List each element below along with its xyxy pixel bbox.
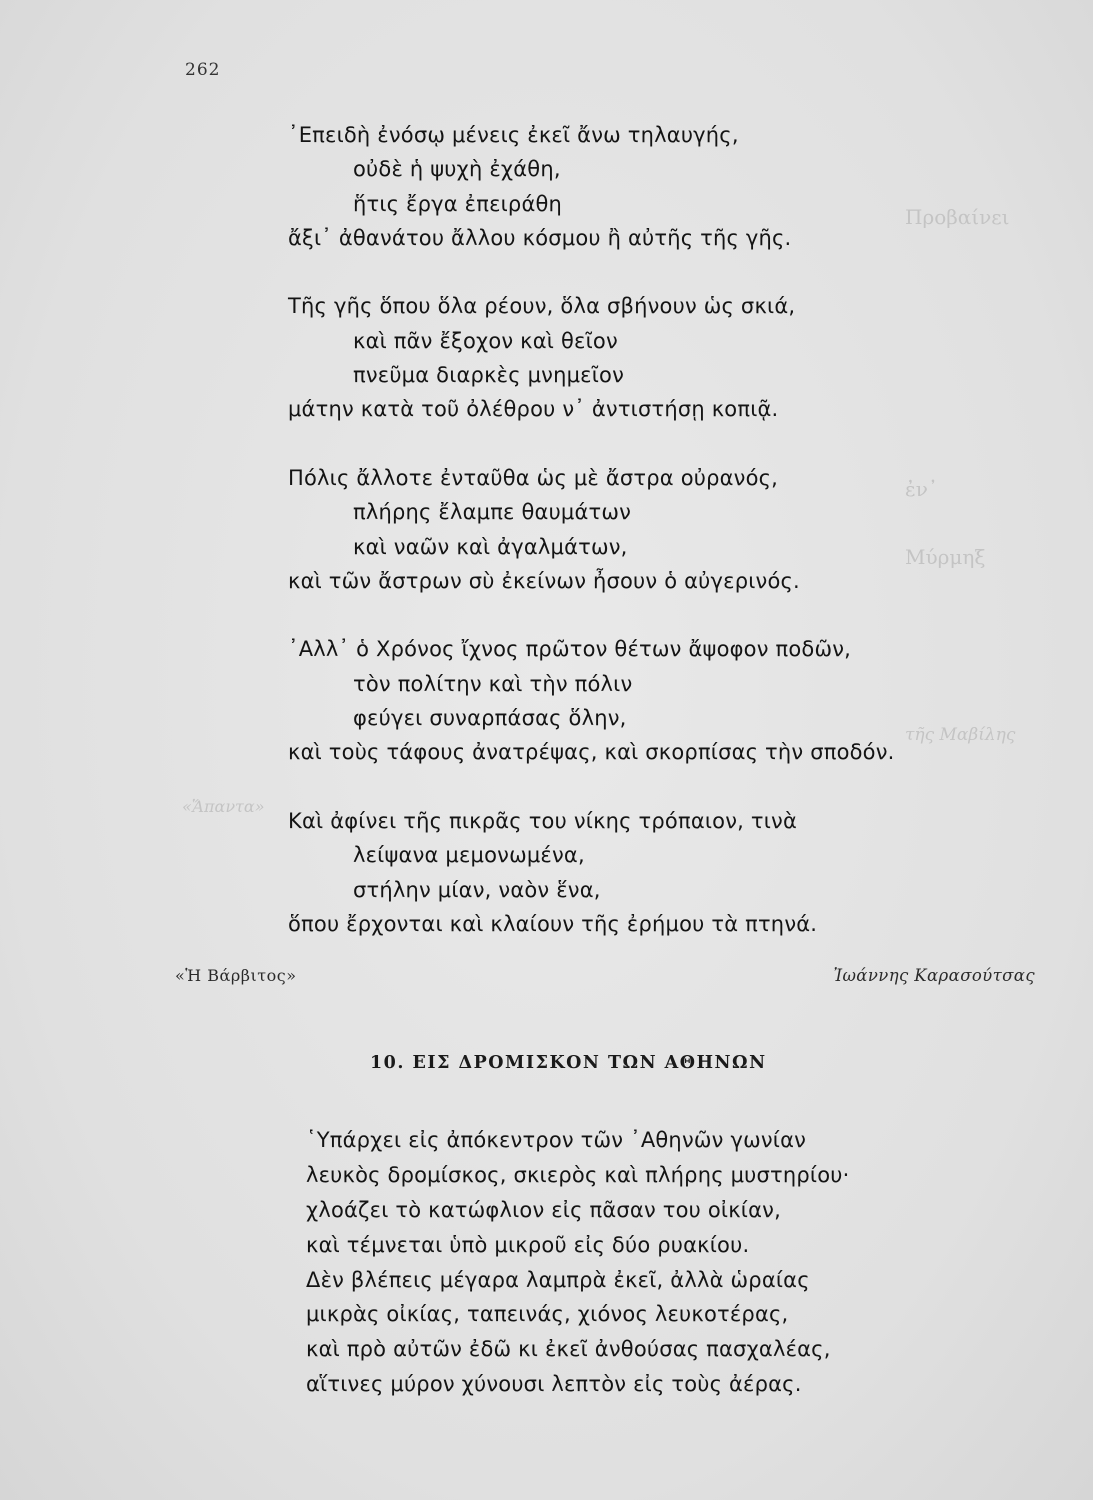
poem-line: καὶ πᾶν ἔξοχον καὶ θεῖον bbox=[353, 328, 618, 353]
author-name: Ἰωάννης Καρασούτσας bbox=[833, 966, 1035, 985]
poem-line: ᾿Επειδὴ ἐνόσῳ μένεις ἐκεῖ ἄνω τηλαυγής, bbox=[288, 123, 739, 147]
poem-first bbox=[288, 118, 895, 941]
poem-second bbox=[306, 1123, 850, 1402]
bleed-through-text: ἐν᾿ bbox=[905, 477, 938, 501]
poem-line: χλοάζει τὸ κατώφλιον εἰς πᾶσαν του οἰκίαν, bbox=[306, 1197, 781, 1222]
poem-line: τὸν πολίτην καὶ τὴν πόλιν bbox=[353, 671, 633, 696]
bleed-through-text: Προβαίνει bbox=[905, 205, 1010, 229]
poem-line: ῾Υπάρχει εἰς ἀπόκεντρον τῶν ᾿Αθηνῶν γωνίαν bbox=[306, 1128, 807, 1152]
poem-line: καὶ ναῶν καὶ ἀγαλμάτων, bbox=[353, 534, 628, 559]
poem-line: καὶ τέμνεται ὑπὸ μικροῦ εἰς δύο ρυακίου. bbox=[306, 1232, 750, 1257]
poem-line: λείψανα μεμονωμένα, bbox=[353, 843, 585, 868]
page-number: 262 bbox=[185, 60, 221, 80]
source-citation: «Ἡ Βάρβιτος» bbox=[175, 966, 297, 985]
poem-line: μικρὰς οἰκίας, ταπεινάς, χιόνος λευκοτέρας, bbox=[306, 1302, 789, 1327]
stanza-gap bbox=[288, 427, 895, 461]
poem-line: οὐδὲ ἡ ψυχὴ ἐχάθη, bbox=[353, 157, 561, 182]
section-title: 10. ΕΙΣ ΔΡΟΜΙΣΚΟΝ ΤΩΝ ΑΘΗΝΩΝ bbox=[370, 1053, 767, 1073]
bleed-through-text: «Ἅπαντα» bbox=[182, 797, 265, 816]
poem-line: φεύγει συναρπάσας ὅλην, bbox=[353, 706, 627, 731]
poem-line: πνεῦμα διαρκὲς μνημεῖον bbox=[353, 363, 625, 388]
poem-line: καὶ πρὸ αὐτῶν ἐδῶ κι ἐκεῖ ἀνθούσας πασχαλέας, bbox=[306, 1337, 831, 1362]
poem-line: καὶ τοὺς τάφους ἀνατρέψας, καὶ σκορπίσας τὴν σποδόν. bbox=[288, 740, 895, 765]
stanza-gap bbox=[288, 770, 895, 804]
poem-line: καὶ τῶν ἄστρων σὺ ἐκείνων ἦσουν ὁ αὐγερινός. bbox=[288, 568, 800, 593]
stanza-gap bbox=[288, 255, 895, 289]
poem-line: Πόλις ἄλλοτε ἐνταῦθα ὡς μὲ ἄστρα οὐρανός, bbox=[288, 465, 779, 490]
poem-line: Καὶ ἀφίνει τῆς πικρᾶς του νίκης τρόπαιον, τινὰ bbox=[288, 808, 798, 833]
poem-line: Τῆς γῆς ὅπου ὅλα ρέουν, ὅλα σβήνουν ὡς σκιά, bbox=[288, 294, 796, 319]
poem-line: Δὲν βλέπεις μέγαρα λαμπρὰ ἐκεῖ, ἀλλὰ ὡραίας bbox=[306, 1267, 810, 1292]
poem-line: λευκὸς δρομίσκος, σκιερὸς καὶ πλήρης μυστηρίου· bbox=[306, 1162, 850, 1187]
bleed-through-text: Μύρμηξ bbox=[905, 545, 986, 569]
poem-line: ἥτις ἔργα ἐπειράθη bbox=[353, 191, 563, 216]
stanza-gap bbox=[288, 598, 895, 632]
poem-line: στήλην μίαν, ναὸν ἕνα, bbox=[353, 877, 601, 902]
poem-line: ὅπου ἔρχονται καὶ κλαίουν τῆς ἐρήμου τὰ πτηνά. bbox=[288, 911, 818, 936]
poem-line: ἄξι᾿ ἀθανάτου ἄλλου κόσμου ἢ αὐτῆς τῆς γῆς. bbox=[288, 225, 792, 250]
bleed-through-text: τῆς Μαβίλης bbox=[905, 725, 1016, 745]
poem-line: πλήρης ἔλαμπε θαυμάτων bbox=[353, 500, 632, 525]
poem-line: αἵτινες μύρον χύνουσι λεπτὸν εἰς τοὺς ἀέρας. bbox=[306, 1372, 802, 1397]
poem-line: μάτην κατὰ τοῦ ὀλέθρου ν᾿ ἀντιστήσῃ κοπιᾷ. bbox=[288, 397, 779, 422]
poem-line: ᾿Αλλ᾿ ὁ Χρόνος ἴχνος πρῶτον θέτων ἄψοφον ποδῶν, bbox=[288, 637, 852, 662]
